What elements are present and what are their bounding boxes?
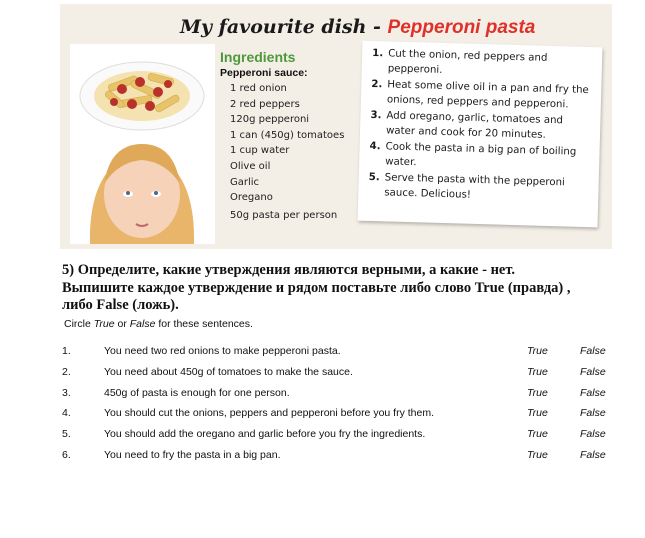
sauce-heading: Pepperoni sauce: bbox=[220, 67, 308, 79]
list-item bbox=[372, 47, 595, 82]
table-row bbox=[62, 449, 622, 470]
true-option[interactable]: True bbox=[527, 428, 548, 441]
statement-number: 1. bbox=[62, 345, 71, 357]
step-number: 3. bbox=[370, 109, 382, 122]
true-option[interactable]: True bbox=[527, 345, 548, 357]
false-option[interactable]: False bbox=[580, 448, 606, 461]
card-title bbox=[180, 16, 535, 39]
table-row bbox=[62, 407, 622, 428]
statement-number: 6. bbox=[62, 448, 71, 461]
false-option[interactable]: False bbox=[580, 365, 606, 378]
statement-text: You need to fry the pasta in a big pan. bbox=[104, 448, 281, 461]
recipe-card bbox=[60, 4, 612, 249]
step-text: Serve the pasta with the pepperoni sauce. Delicious! bbox=[384, 172, 565, 201]
table-row bbox=[62, 387, 622, 408]
list-item: 2 red peppers bbox=[230, 98, 300, 110]
card-title-prefix: My favourite dish - bbox=[180, 16, 388, 38]
list-item bbox=[368, 171, 591, 206]
step-number: 2. bbox=[371, 78, 383, 91]
ingredients-heading: Ingredients bbox=[220, 49, 296, 65]
step-number: 4. bbox=[369, 140, 381, 153]
instruction-prefix: Circle bbox=[64, 318, 94, 330]
recipe-photo bbox=[70, 44, 215, 244]
list-item: 1 red onion bbox=[230, 83, 287, 94]
method-note bbox=[358, 41, 603, 228]
list-item: Oregano bbox=[230, 192, 273, 204]
list-item: Garlic bbox=[230, 176, 260, 188]
statement-number: 2. bbox=[62, 365, 71, 378]
statement-number: 4. bbox=[62, 407, 71, 420]
card-title-dish: Pepperoni pasta bbox=[387, 17, 536, 38]
pasta-amount: 50g pasta per person bbox=[230, 210, 338, 221]
list-item bbox=[369, 140, 592, 175]
statement-number: 3. bbox=[62, 386, 71, 399]
table-row bbox=[62, 428, 622, 449]
true-option[interactable]: True bbox=[527, 448, 548, 461]
statement-text: You should add the oregano and garlic before you fry the ingredients. bbox=[104, 428, 426, 441]
true-option[interactable]: True bbox=[527, 386, 548, 399]
instruction-false: False bbox=[129, 318, 156, 330]
table-row bbox=[62, 345, 622, 366]
task-heading: 5) Определите, какие утверждения являются верными, а какие - нет. Выпишите каждое утверждение и рядом поставьте либо слово True (правда) , либо False (ложь). bbox=[62, 262, 571, 313]
step-text: Heat some olive oil in a pan and fry the onions, red peppers and pepperoni. bbox=[386, 79, 589, 110]
instruction-or: or bbox=[114, 318, 130, 330]
statement-text: 450g of pasta is enough for one person. bbox=[104, 386, 290, 399]
statement-text: You need two red onions to make pepperoni pasta. bbox=[104, 345, 341, 357]
table-row bbox=[62, 366, 622, 387]
step-text: Cook the pasta in a big pan of boiling water. bbox=[385, 141, 577, 168]
step-text: Add oregano, garlic, tomatoes and water and cook for 20 minutes. bbox=[385, 110, 564, 141]
method-steps bbox=[358, 41, 602, 207]
false-option[interactable]: False bbox=[580, 428, 606, 441]
list-item: 120g pepperoni bbox=[230, 114, 310, 126]
list-item bbox=[371, 78, 594, 113]
step-number: 1. bbox=[372, 47, 384, 60]
task-instruction bbox=[64, 318, 253, 330]
false-option[interactable]: False bbox=[580, 407, 606, 420]
list-item bbox=[370, 109, 593, 144]
statements-list bbox=[62, 345, 622, 470]
step-text: Cut the onion, red peppers and pepperoni. bbox=[387, 48, 548, 76]
ingredients-list bbox=[230, 81, 344, 206]
instruction-true: True bbox=[93, 318, 115, 330]
statement-text: You should cut the onions, peppers and pepperoni before you fry them. bbox=[104, 407, 435, 420]
statement-number: 5. bbox=[62, 428, 71, 441]
true-option[interactable]: True bbox=[527, 407, 548, 420]
instruction-suffix: for these sentences. bbox=[155, 318, 253, 330]
list-item: 1 cup water bbox=[230, 145, 290, 157]
list-item: 1 can (450g) tomatoes bbox=[230, 129, 345, 141]
true-option[interactable]: True bbox=[527, 365, 548, 378]
step-number: 5. bbox=[368, 171, 380, 184]
false-option[interactable]: False bbox=[580, 386, 606, 399]
list-item: Olive oil bbox=[230, 160, 271, 172]
statement-text: You need about 450g of tomatoes to make the sauce. bbox=[104, 365, 353, 378]
pasta-and-girl-illustration bbox=[70, 44, 215, 244]
false-option[interactable]: False bbox=[580, 345, 606, 357]
